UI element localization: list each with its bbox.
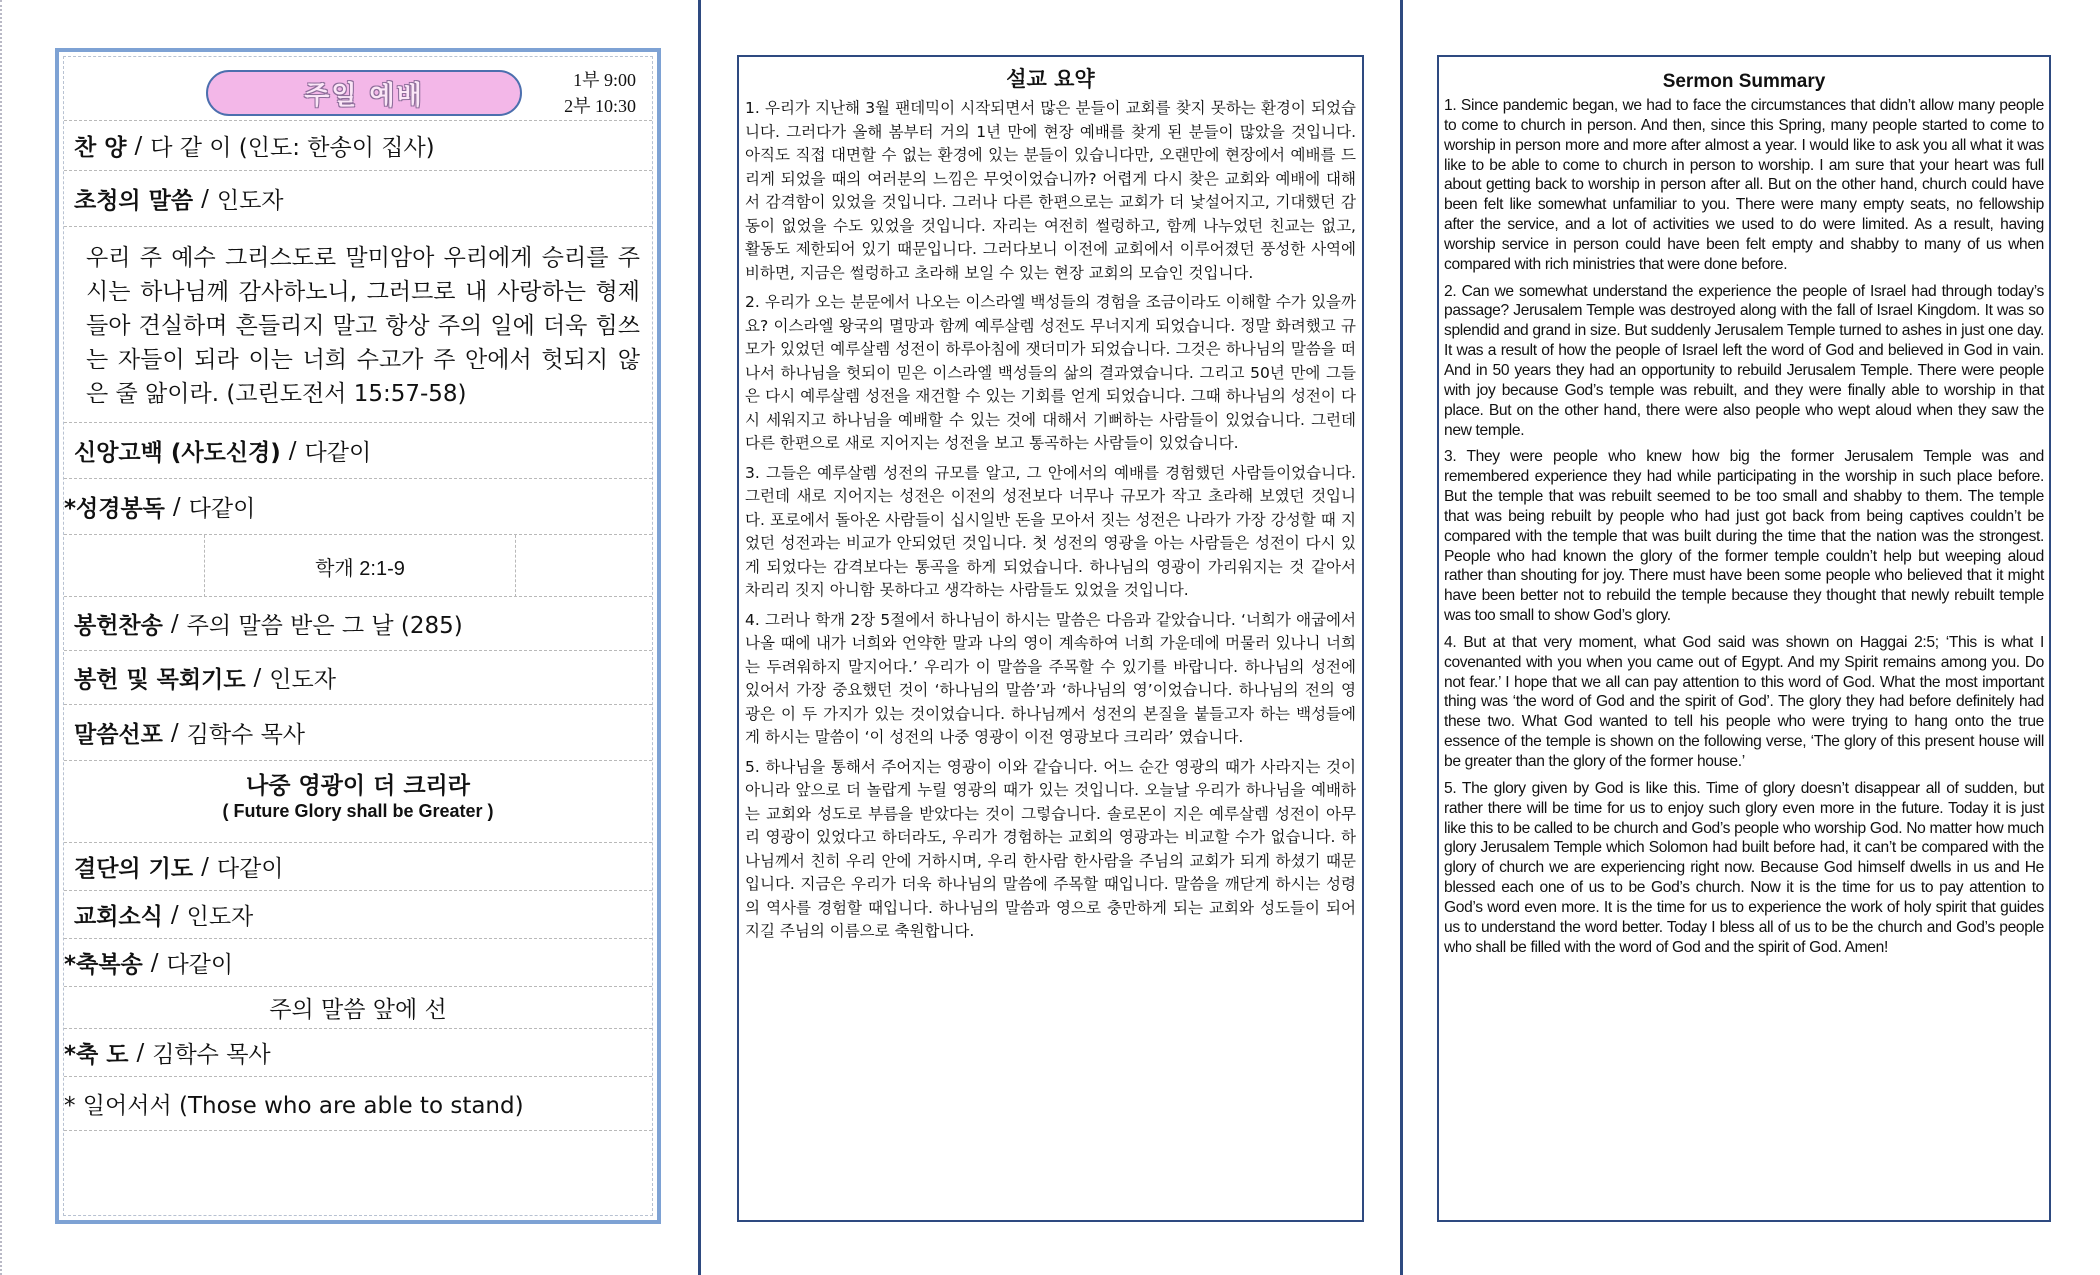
order-item-blessing-song: [64, 939, 652, 987]
worship-order-panel: [55, 48, 661, 1224]
order-item-slash: /: [253, 664, 262, 691]
service-title-badge: [206, 70, 522, 116]
service-title: 주일 예배: [304, 80, 424, 111]
column-separator: [1400, 0, 1403, 1275]
order-item-label: *성경봉독: [64, 496, 165, 522]
order-item-slash: /: [170, 901, 179, 928]
order-item-slash: /: [201, 853, 209, 880]
order-item-slash: /: [201, 185, 209, 212]
order-item-praise: [64, 121, 652, 171]
service-times: [564, 67, 636, 119]
blessing-song-text: 주의 말씀 앞에 선: [269, 997, 447, 1023]
order-item-slash: /: [170, 719, 179, 746]
order-header: [64, 57, 652, 121]
stand-note: [64, 1077, 652, 1131]
order-item-creed: [64, 423, 652, 479]
order-item-label: *축복송: [64, 952, 143, 978]
sermon-title-korean: 나중 영광이 더 크리라: [246, 773, 470, 799]
summary-title-korean: 설교 요약: [1006, 67, 1095, 91]
summary-paragraph: 1. Since pandemic began, we had to face the circumstances that didn’t allow many people to come to church in person. And then, since this Spring, many people started to come to worship in person more and more after almost a year. I would like to ask you all what it was like to be able to come to church in person to worship. I am sure that your heart was full about getting back to worship in person after all. But on the other hand, church could have been felt like somewhat unfamiliar to you. There were many empty seats, no fellowship after the service, and a lot of activities we used to do were limited. As a result, having worship service in person could have been felt empty and shabby to many of us when compared with rich ministries that were done before.: [1444, 97, 2044, 273]
order-item-slash: /: [288, 437, 297, 464]
order-item-label: 신앙고백 (사도신경): [74, 440, 281, 466]
order-item-label: 봉헌찬송: [74, 613, 163, 639]
order-item-label: 결단의 기도: [74, 856, 194, 882]
summary-paragraph: 5. The glory given by God is like this. Time of glory doesn’t disappear all of sudden, but rather there will be time for us to enjoy such glory even more in the future. Today it is just like this to be called to be church and God’s people who worship God. No matter how much glory Jerusalem Temple which Solomon had built before had, it can’t be compared with the glory of church we are experiencing right now. Because God himself dwells in us and He blessed each one of us to be God’s church. Now it is the time for us to pay attention to God’s word even more. It is the time for us to experience the work of holy spirit that guides us to understand the word better. Today I bless all of us to be the church and God’s people who shall be filled with the word of God and the spirit of God. Amen!: [1444, 779, 2044, 956]
order-item-invitation: [64, 171, 652, 227]
order-item-value: 다같이: [216, 856, 284, 882]
order-item-value: 다같이: [188, 496, 256, 522]
summary-paragraph: 2. 우리가 오는 분문에서 나오는 이스라엘 백성들의 경험을 조금이라도 이해할 수가 있을까요? 이스라엘 왕국의 멸망과 함께 예루살렘 성전도 무너지게 되었습니다. 정말 화려했고 규모가 있었던 예루살렘 성전이 하루아침에 잿더미가 되었습니다. 그것은 하나님의 말씀을 떠나서 하나님을 헛되이 믿은 이스라엘 백성들의 삶의 결과였습니다. 그리고 50년 만에 그들은 다시 예루살렘 성전을 재건할 수 있는 기회를 얻게 되었습니다. 그때 하나님의 성전이 다시 세워지고 하나님을 예배할 수 있는 것에 대해서 기뻐하는 사람들이 있었습니다. 그런데 다른 한편으로 새로 지어지는 성전을 보고 통곡하는 사람들이 있었습니다.: [745, 293, 1356, 452]
summary-paragraph: 4. 그러나 학개 2장 5절에서 하나님이 하시는 말씀은 다음과 같았습니다. ‘너희가 애굽에서 나올 때에 내가 너희와 언약한 말과 나의 영이 계속하여 너희 가운데에 머물러 있나니 너희는 두려워하지 말지어다.’ 우리가 이 말씀을 주목할 수 있기를 바랍니다. 하나님의 성전에 있어서 가장 중요했던 것이 ‘하나님의 말씀’과 ‘하나님의 영’이었습니다. 하나님의 전의 영광은 이 두 가지가 있는 것이었습니다. 하나님께서 성전의 본질을 붙들고자 하는 백성들에게 하시는 말씀이 ‘이 성전의 나중 영광이 이전 영광보다 크리라’ 였습니다.: [745, 610, 1356, 746]
sermon-title: [64, 761, 652, 843]
order-item-slash: /: [136, 1039, 145, 1066]
summary-paragraph: 3. 그들은 예루살렘 성전의 규모를 알고, 그 안에서의 예배를 경험했던 사람들이었습니다. 그런데 새로 지어지는 성전은 이전의 성전보다 너무나 규모가 작고 초라해 보였던 것입니다. 포로에서 돌아온 사람들이 십시일반 돈을 모아서 짓는 성전은 나라가 가장 강성할 때 지었던 성전과는 비교가 안되었던 것입니다. 첫 성전의 영광을 아는 사람들은 성전이 다시 있게 되었다는 감격보다는 통곡을 하게 되었습니다. 하나님의 영광이 가리워지는 것 같아서 차리리 짓지 아니함 못하다고 생각하는 사람들도 있었을 것입니다.: [745, 463, 1356, 599]
summary-paragraph: 5. 하나님을 통해서 주어지는 영광이 이와 같습니다. 어느 순간 영광의 때가 사라지는 것이 아니라 앞으로 더 놀랍게 누릴 영광의 때가 있는 것입니다. 오늘날 우리가 하나님을 예배하는 교회와 성도로 부름을 받았다는 것이 그렇습니다. 솔로몬이 지은 예루살렘 성전이 아무리 영광이 있었다고 하더라도, 우리가 경험하는 교회의 영광과는 비교할 수가 없습니다. 하나님께서 친히 우리 안에 거하시며, 우리 한사람 한사람을 주님의 교회가 되게 하셨기 때문입니다. 지금은 우리가 더욱 하나님의 말씀에 주목할 때입니다. 말씀을 깨닫게 하시는 성령의 역사를 경험할 때입니다. 하나님의 말씀과 영으로 충만하게 되는 교회와 성도들이 되어지길 주님의 이름으로 축원합니다.: [745, 757, 1356, 940]
order-item-value: 김학수 목사: [152, 1042, 271, 1068]
order-item-value: 인도자: [269, 667, 336, 693]
page-edge: [0, 0, 2, 1275]
order-item-value: 주의 말씀 받은 그 날 (285): [186, 613, 463, 639]
order-item-label: 찬 양: [74, 135, 127, 161]
order-item-slash: /: [172, 493, 181, 520]
order-item-offering-prayer: [64, 651, 652, 705]
summary-paragraph: 1. 우리가 지난해 3월 팬데믹이 시작되면서 많은 분들이 교회를 찾지 못하는 환경이 되었습니다. 그러다가 올해 봄부터 거의 1년 만에 현장 예배를 찾게 된 분들이 많았을 것입니다. 아직도 직접 대면할 수 없는 환경에 있는 분들이 있습니다만, 오랜만에 현장에서 예배를 드리게 되었을 때의 여러분의 느낌은 무엇이었습니까? 어렵게 다시 찾은 교회와 예배에 대해서 감격함이 있었을 것입니다. 그러나 다른 한편으로는 교회가 더 낯설어지고, 기대했던 감동이 없었을 수도 있었을 것입니다. 자리는 여전히 썰렁하고, 함께 나누었던 친교는 없고, 활동도 제한되어 있기 때문입니다. 그러다보니 이전에 교회에서 이루어졌던 풍성한 사역에 비하면, 지금은 썰렁하고 초라해 보일 수 있는 현장 교회의 모습인 것입니다.: [745, 99, 1356, 282]
order-item-sermon: [64, 705, 652, 761]
order-item-label: 말씀선포: [74, 722, 163, 748]
order-item-decision-prayer: [64, 843, 652, 891]
service-time-1: 1부 9:00: [573, 70, 636, 90]
order-item-value: 다같이: [166, 952, 234, 978]
order-item-label: 교회소식: [74, 904, 163, 930]
order-item-offering-hymn: [64, 597, 652, 651]
order-item-value: 다같이: [304, 440, 372, 466]
order-item-benediction: [64, 1029, 652, 1077]
summary-title-english: Sermon Summary: [1662, 71, 1826, 92]
order-item-label: 초청의 말씀: [74, 188, 194, 214]
sermon-summary-english: [1437, 55, 2051, 1222]
summary-paragraph: 3. They were people who knew how big the former Jerusalem Temple was and remembered experience they had while participating in the worship in such place before. But the temple that was rebuilt seemed to be too small and shabby to them. The temple that was being rebuilt by people who had just got back from being captives couldn’t be compared with the temple that was built during the time that the nation was the strongest. People who had known the glory of the former temple couldn’t help but weeping aloud rather than shouting for joy. There must have been some people who believed that it might have been better not to rebuild the temple because they thought that newly rebuilt temple was too small to show God’s glory.: [1444, 448, 2044, 625]
invitation-verse: 우리 주 예수 그리스도로 말미암아 우리에게 승리를 주시는 하나님께 감사하노니, 그러므로 내 사랑하는 형제들아 견실하며 흔들리지 말고 항상 주의 일에 더욱 힘쓰는 자들이 되라 이는 너희 수고가 주 안에서 헛되지 않은 줄 앎이라. (고린도전서 15:57-58): [64, 227, 652, 423]
order-item-value: 김학수 목사: [186, 722, 306, 748]
order-item-scripture-reading: [64, 479, 652, 535]
order-item-value: 인도자: [186, 904, 254, 930]
order-item-slash: /: [134, 132, 143, 159]
scripture-reference: 학개 2:1-9: [204, 535, 516, 597]
stand-note-text: * 일어서서 (Those who are able to stand): [64, 1093, 524, 1119]
order-item-label: *축 도: [64, 1042, 129, 1068]
order-item-value: 다 같 이 (인도: 한송이 집사): [150, 135, 435, 161]
blessing-song-title: [64, 987, 652, 1029]
summary-paragraph: 4. But at that very moment, what God said was shown on Haggai 2:5; ‘This is what I covenanted with you when you came out of Egypt. And my Spirit remains among you. Do not fear.’ I hope that we all can pay attention to this word of God. What the most important thing was ‘the word of God and the spirit of God’. The glory they had before definitely had these two. What God wanted to tell his people who were trying to hang onto the true essence of the temple is shown on the following verse, ‘The glory of this present house will be greater than the glory of the former house.’: [1444, 633, 2044, 770]
summary-paragraph: 2. Can we somewhat understand the experience the people of Israel had through today’s passage? Jerusalem Temple was destroyed along with the fall of Israel Kingdom. It was so splendid and grand in size. But suddenly Jerusalem Temple turned to ashes in just one day. It was a result of how the people of Israel left the word of God and believed in God in vain. And in 50 years they had an opportunity to rebuild Jerusalem Temple. There were people with joy because God’s temple was rebuilt, and they were finally able to worship in that place. But on the other hand, there were also people who wept aloud when they saw the new temple.: [1444, 282, 2044, 439]
order-item-label: 봉헌 및 목회기도: [74, 667, 246, 693]
service-time-2: 2부 10:30: [564, 96, 636, 116]
order-item-value: 인도자: [216, 188, 284, 214]
order-item-announcements: [64, 891, 652, 939]
order-item-slash: /: [170, 610, 179, 637]
order-item-slash: /: [150, 949, 159, 976]
column-separator: [698, 0, 701, 1275]
sermon-title-english: ( Future Glory shall be Greater ): [222, 801, 494, 821]
sermon-summary-korean: [737, 55, 1364, 1222]
scripture-reference-row: [64, 535, 652, 597]
